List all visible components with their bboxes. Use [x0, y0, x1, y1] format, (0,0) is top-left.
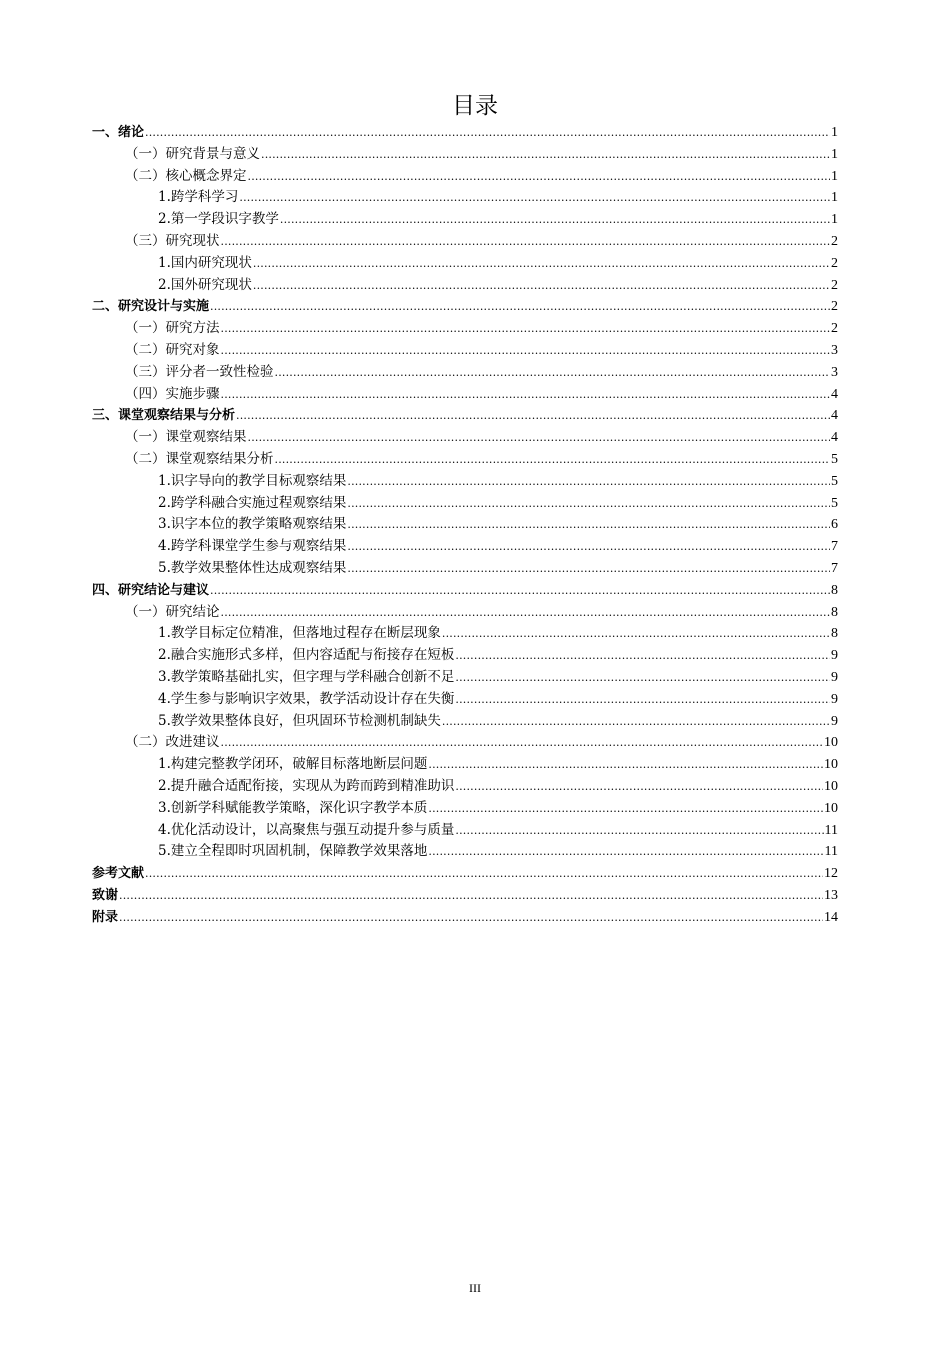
- toc-entry[interactable]: [92, 318, 838, 340]
- toc-entry-title: 4.跨学科课堂学生参与观察结果: [158, 538, 347, 555]
- toc-entry-page: 10: [824, 800, 838, 816]
- toc-entry-title: 二、研究设计与实施: [92, 299, 210, 315]
- toc-entry[interactable]: [92, 732, 838, 754]
- toc-entry-page: 11: [824, 844, 838, 860]
- toc-dot-leader: [210, 580, 830, 602]
- toc-entry[interactable]: [92, 253, 838, 275]
- toc-entry[interactable]: [92, 449, 838, 471]
- toc-entry[interactable]: [92, 885, 838, 907]
- toc-entry[interactable]: [92, 558, 838, 580]
- toc-dot-leader: [119, 907, 823, 929]
- toc-dot-leader: [221, 384, 831, 406]
- page-title: 目录: [452, 93, 498, 119]
- toc-dot-leader: [347, 536, 830, 558]
- toc-dot-leader: [221, 231, 831, 253]
- toc-entry[interactable]: [92, 514, 838, 536]
- toc-entry[interactable]: [92, 798, 838, 820]
- toc-entry-page: 5: [831, 451, 838, 467]
- toc-entry[interactable]: [92, 471, 838, 493]
- toc-entry-page: 1: [831, 190, 838, 206]
- toc-entry-page: 4: [831, 408, 838, 424]
- toc-dot-leader: [428, 798, 823, 820]
- toc-entry[interactable]: [92, 689, 838, 711]
- toc-entry-page: 9: [831, 648, 838, 664]
- toc-dot-leader: [248, 166, 831, 188]
- toc-entry-title: 3.创新学科赋能教学策略，深化识字教学本质: [158, 799, 428, 816]
- toc-entry-title: 4.学生参与影响识字效果，教学活动设计存在失衡: [158, 690, 455, 707]
- toc-entry-page: 9: [831, 691, 838, 707]
- toc-entry-page: 1: [831, 125, 838, 140]
- toc-entry-title: 3.教学策略基础扎实，但字理与学科融合创新不足: [158, 668, 455, 685]
- toc-entry[interactable]: [92, 863, 838, 885]
- toc-entry-page: 2: [831, 321, 838, 337]
- toc-entry-title: 参考文献: [92, 866, 145, 882]
- toc-entry[interactable]: [92, 776, 838, 798]
- toc-dot-leader: [347, 471, 830, 493]
- toc-entry[interactable]: [92, 384, 838, 406]
- toc-entry-title: （二）研究对象: [125, 341, 220, 358]
- toc-entry-page: 2: [831, 255, 838, 271]
- toc-dot-leader: [442, 711, 830, 733]
- toc-entry-page: 5: [831, 473, 838, 489]
- toc-entry-page: 3: [831, 342, 838, 358]
- toc-entry-page: 14: [824, 909, 838, 925]
- toc-entry[interactable]: [92, 536, 838, 558]
- toc-entry[interactable]: [92, 754, 838, 776]
- toc-entry-page: 8: [831, 626, 838, 642]
- toc-entry-page: 12: [824, 866, 838, 882]
- toc-dot-leader: [253, 275, 830, 297]
- toc-entry[interactable]: [92, 820, 838, 842]
- toc-entry[interactable]: [92, 122, 838, 144]
- toc-entry[interactable]: [92, 187, 838, 209]
- toc-entry-page: 4: [831, 430, 838, 446]
- toc-dot-leader: [275, 362, 831, 384]
- toc-entry-page: 9: [831, 713, 838, 729]
- toc-entry-title: 3.识字本位的教学策略观察结果: [158, 516, 347, 533]
- toc-entry-title: （二）课堂观察结果分析: [125, 450, 274, 467]
- toc-entry-page: 1: [831, 146, 838, 162]
- toc-dot-leader: [221, 318, 831, 340]
- toc-entry-page: 2: [831, 299, 838, 315]
- toc-entry[interactable]: [92, 405, 838, 427]
- toc-entry-title: 1.识字导向的教学目标观察结果: [158, 472, 347, 489]
- toc-entry-title: （一）研究结论: [125, 603, 220, 620]
- toc-dot-leader: [347, 514, 830, 536]
- toc-dot-leader: [221, 602, 831, 624]
- toc-dot-leader: [239, 187, 830, 209]
- toc-dot-leader: [119, 885, 823, 907]
- toc-entry-title: （三）研究现状: [125, 232, 220, 249]
- table-of-contents: [92, 122, 838, 928]
- toc-dot-leader: [248, 427, 831, 449]
- toc-entry-title: 1.跨学科学习: [158, 189, 239, 206]
- toc-entry-page: 13: [824, 887, 838, 903]
- toc-entry[interactable]: [92, 580, 838, 602]
- toc-entry-page: 1: [831, 168, 838, 184]
- toc-entry-title: （一）课堂观察结果: [125, 429, 247, 446]
- toc-entry-page: 1: [831, 212, 838, 228]
- toc-dot-leader: [145, 122, 830, 144]
- toc-entry-title: 1.国内研究现状: [158, 254, 252, 271]
- toc-entry-title: 致谢: [92, 887, 119, 903]
- toc-entry-page: 10: [824, 778, 838, 794]
- toc-entry[interactable]: [92, 602, 838, 624]
- toc-entry[interactable]: [92, 667, 838, 689]
- toc-dot-leader: [221, 340, 831, 362]
- toc-entry-page: 2: [831, 233, 838, 249]
- toc-entry-page: 8: [831, 582, 838, 598]
- toc-entry-title: 5.建立全程即时巩固机制，保障教学效果落地: [158, 843, 428, 860]
- toc-entry-title: （一）研究背景与意义: [125, 145, 260, 162]
- toc-dot-leader: [275, 449, 831, 471]
- toc-entry[interactable]: [92, 340, 838, 362]
- toc-entry[interactable]: [92, 231, 838, 253]
- toc-entry-page: 4: [831, 386, 838, 402]
- toc-entry-page: 11: [824, 822, 838, 838]
- toc-entry-title: （四）实施步骤: [125, 385, 220, 402]
- toc-entry-title: 三、课堂观察结果与分析: [92, 408, 236, 424]
- toc-entry-title: 1.教学目标定位精准，但落地过程存在断层现象: [158, 625, 441, 642]
- toc-entry[interactable]: [92, 166, 838, 188]
- toc-entry-title: 四、研究结论与建议: [92, 582, 210, 598]
- toc-entry-title: 2.国外研究现状: [158, 276, 252, 293]
- toc-entry[interactable]: [92, 711, 838, 733]
- toc-entry-title: 一、绪论: [92, 125, 145, 140]
- toc-entry-title: 1.构建完整教学闭环，破解目标落地断层问题: [158, 756, 428, 773]
- toc-dot-leader: [236, 405, 830, 427]
- toc-entry-title: 2.跨学科融合实施过程观察结果: [158, 494, 347, 511]
- toc-entry-page: 7: [831, 539, 838, 555]
- toc-entry-page: 7: [831, 560, 838, 576]
- toc-entry[interactable]: [92, 907, 838, 929]
- toc-dot-leader: [347, 558, 830, 580]
- toc-entry[interactable]: [92, 493, 838, 515]
- toc-entry-title: 2.提升融合适配衔接，实现从为跨而跨到精准助识: [158, 777, 455, 794]
- toc-entry-page: 9: [831, 669, 838, 685]
- toc-dot-leader: [455, 645, 830, 667]
- toc-entry-title: 4.优化活动设计，以高聚焦与强互动提升参与质量: [158, 821, 455, 838]
- toc-entry[interactable]: [92, 275, 838, 297]
- toc-entry-title: 2.融合实施形式多样，但内容适配与衔接存在短板: [158, 647, 455, 664]
- toc-entry-page: 10: [824, 735, 838, 751]
- toc-dot-leader: [455, 667, 830, 689]
- toc-entry[interactable]: [92, 623, 838, 645]
- toc-entry-title: 5.教学效果整体性达成观察结果: [158, 559, 347, 576]
- toc-entry-page: 3: [831, 364, 838, 380]
- toc-entry-title: （三）评分者一致性检验: [125, 363, 274, 380]
- toc-entry-title: 2.第一学段识字教学: [158, 211, 279, 228]
- page-number: III: [469, 1281, 481, 1295]
- toc-dot-leader: [221, 732, 824, 754]
- toc-entry[interactable]: [92, 645, 838, 667]
- toc-entry-page: 8: [831, 604, 838, 620]
- toc-dot-leader: [455, 689, 830, 711]
- toc-entry-page: 5: [831, 495, 838, 511]
- toc-entry-title: （一）研究方法: [125, 320, 220, 337]
- toc-dot-leader: [455, 820, 823, 842]
- toc-entry-title: 5.教学效果整体良好，但巩固环节检测机制缺失: [158, 712, 441, 729]
- toc-dot-leader: [145, 863, 823, 885]
- toc-dot-leader: [455, 776, 823, 798]
- toc-entry[interactable]: [92, 427, 838, 449]
- toc-entry-page: 2: [831, 277, 838, 293]
- toc-dot-leader: [261, 144, 830, 166]
- toc-dot-leader: [428, 754, 823, 776]
- toc-dot-leader: [347, 493, 830, 515]
- toc-entry-title: （二）改进建议: [125, 734, 220, 751]
- toc-entry[interactable]: [92, 144, 838, 166]
- toc-entry[interactable]: [92, 841, 838, 863]
- toc-entry-page: 6: [831, 517, 838, 533]
- toc-dot-leader: [210, 296, 830, 318]
- toc-entry[interactable]: [92, 362, 838, 384]
- toc-entry[interactable]: [92, 296, 838, 318]
- toc-dot-leader: [280, 209, 830, 231]
- toc-entry-page: 10: [824, 757, 838, 773]
- toc-entry[interactable]: [92, 209, 838, 231]
- toc-entry-title: 附录: [92, 909, 119, 925]
- toc-dot-leader: [428, 841, 823, 863]
- toc-entry-title: （二）核心概念界定: [125, 167, 247, 184]
- toc-dot-leader: [442, 623, 830, 645]
- toc-dot-leader: [253, 253, 830, 275]
